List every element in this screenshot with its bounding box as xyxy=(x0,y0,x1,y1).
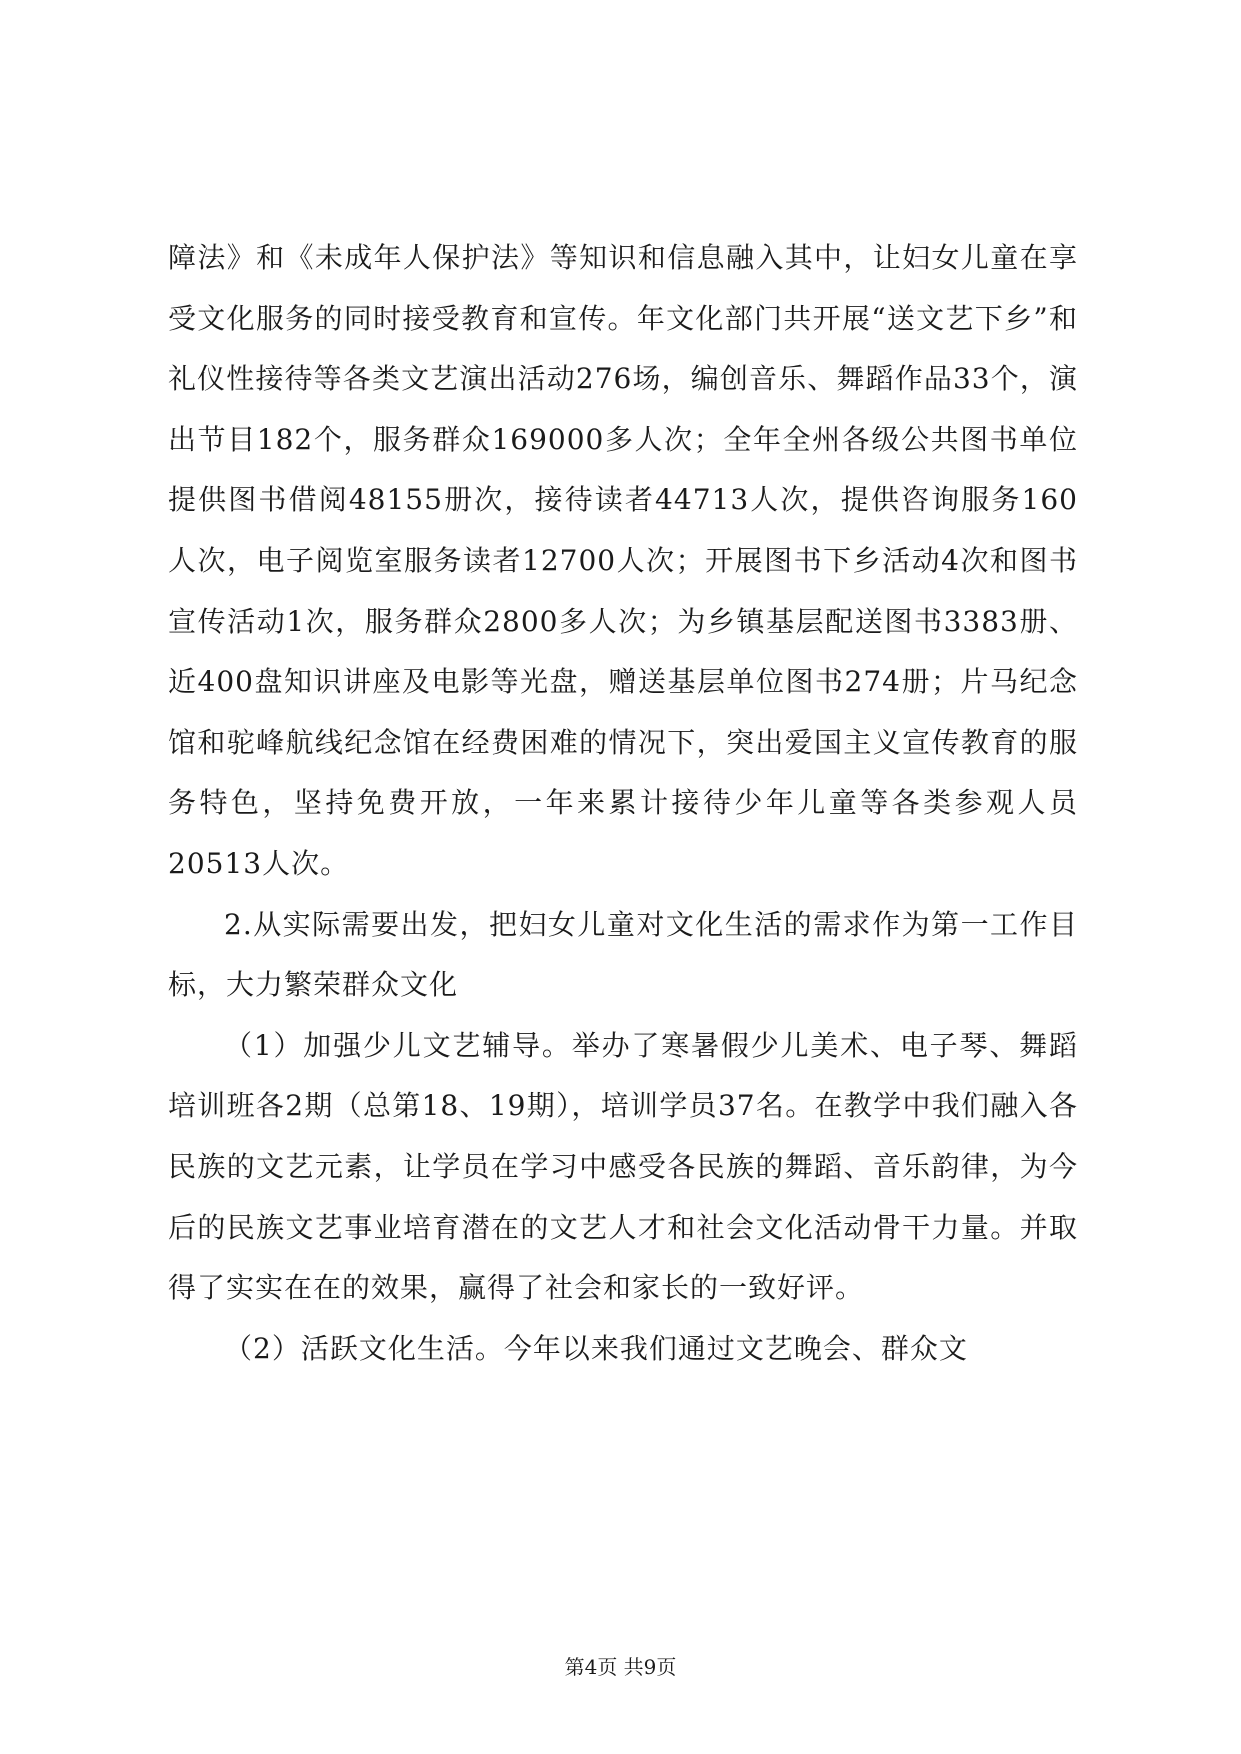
page-number-footer: 第4页 共9页 xyxy=(564,1655,677,1679)
section-heading-paragraph: 2.从实际需要出发，把妇女儿童对文化生活的需求作为第一工作目标，大力繁荣群众文化 xyxy=(168,907,1078,1002)
body-paragraph: （2）活跃文化生活。今年以来我们通过文艺晚会、群众文 xyxy=(224,1331,968,1365)
body-paragraph: 障法》和《未成年人保护法》等知识和信息融入其中，让妇女儿童在享受文化服务的同时接受教育和宣传。年文化部门共开展“送文艺下乡”和礼仪性接待等各类文艺演出活动276场，编创音乐、舞蹈作品33个，演出节目182个，服务群众169000多人次；全年全州各级公共图书单位提供图书借阅48155册次，接待读者44713人次，提供咨询服务160人次，电子阅览室服务读者12700人次；开展图书下乡活动4次和图书宣传活动1次，服务群众2800多人次；为乡镇基层配送图书3383册、近400盘知识讲座及电影等光盘，赠送基层单位图书274册；片马纪念馆和驼峰航线纪念馆在经费困难的情况下，突出爱国主义宣传教育的服务特色，坚持免费开放，一年来累计接待少年儿童等各类参观人员20513人次。 xyxy=(168,241,1078,880)
document-body xyxy=(168,228,1078,1379)
body-paragraph: （1）加强少儿文艺辅导。举办了寒暑假少儿美术、电子琴、舞蹈培训班各2期（总第18、19期），培训学员37名。在教学中我们融入各民族的文艺元素，让学员在学习中感受各民族的舞蹈、音乐韵律，为今后的民族文艺事业培育潜在的文艺人才和社会文化活动骨干力量。并取得了实实在在的效果，赢得了社会和家长的一致好评。 xyxy=(168,1028,1078,1305)
